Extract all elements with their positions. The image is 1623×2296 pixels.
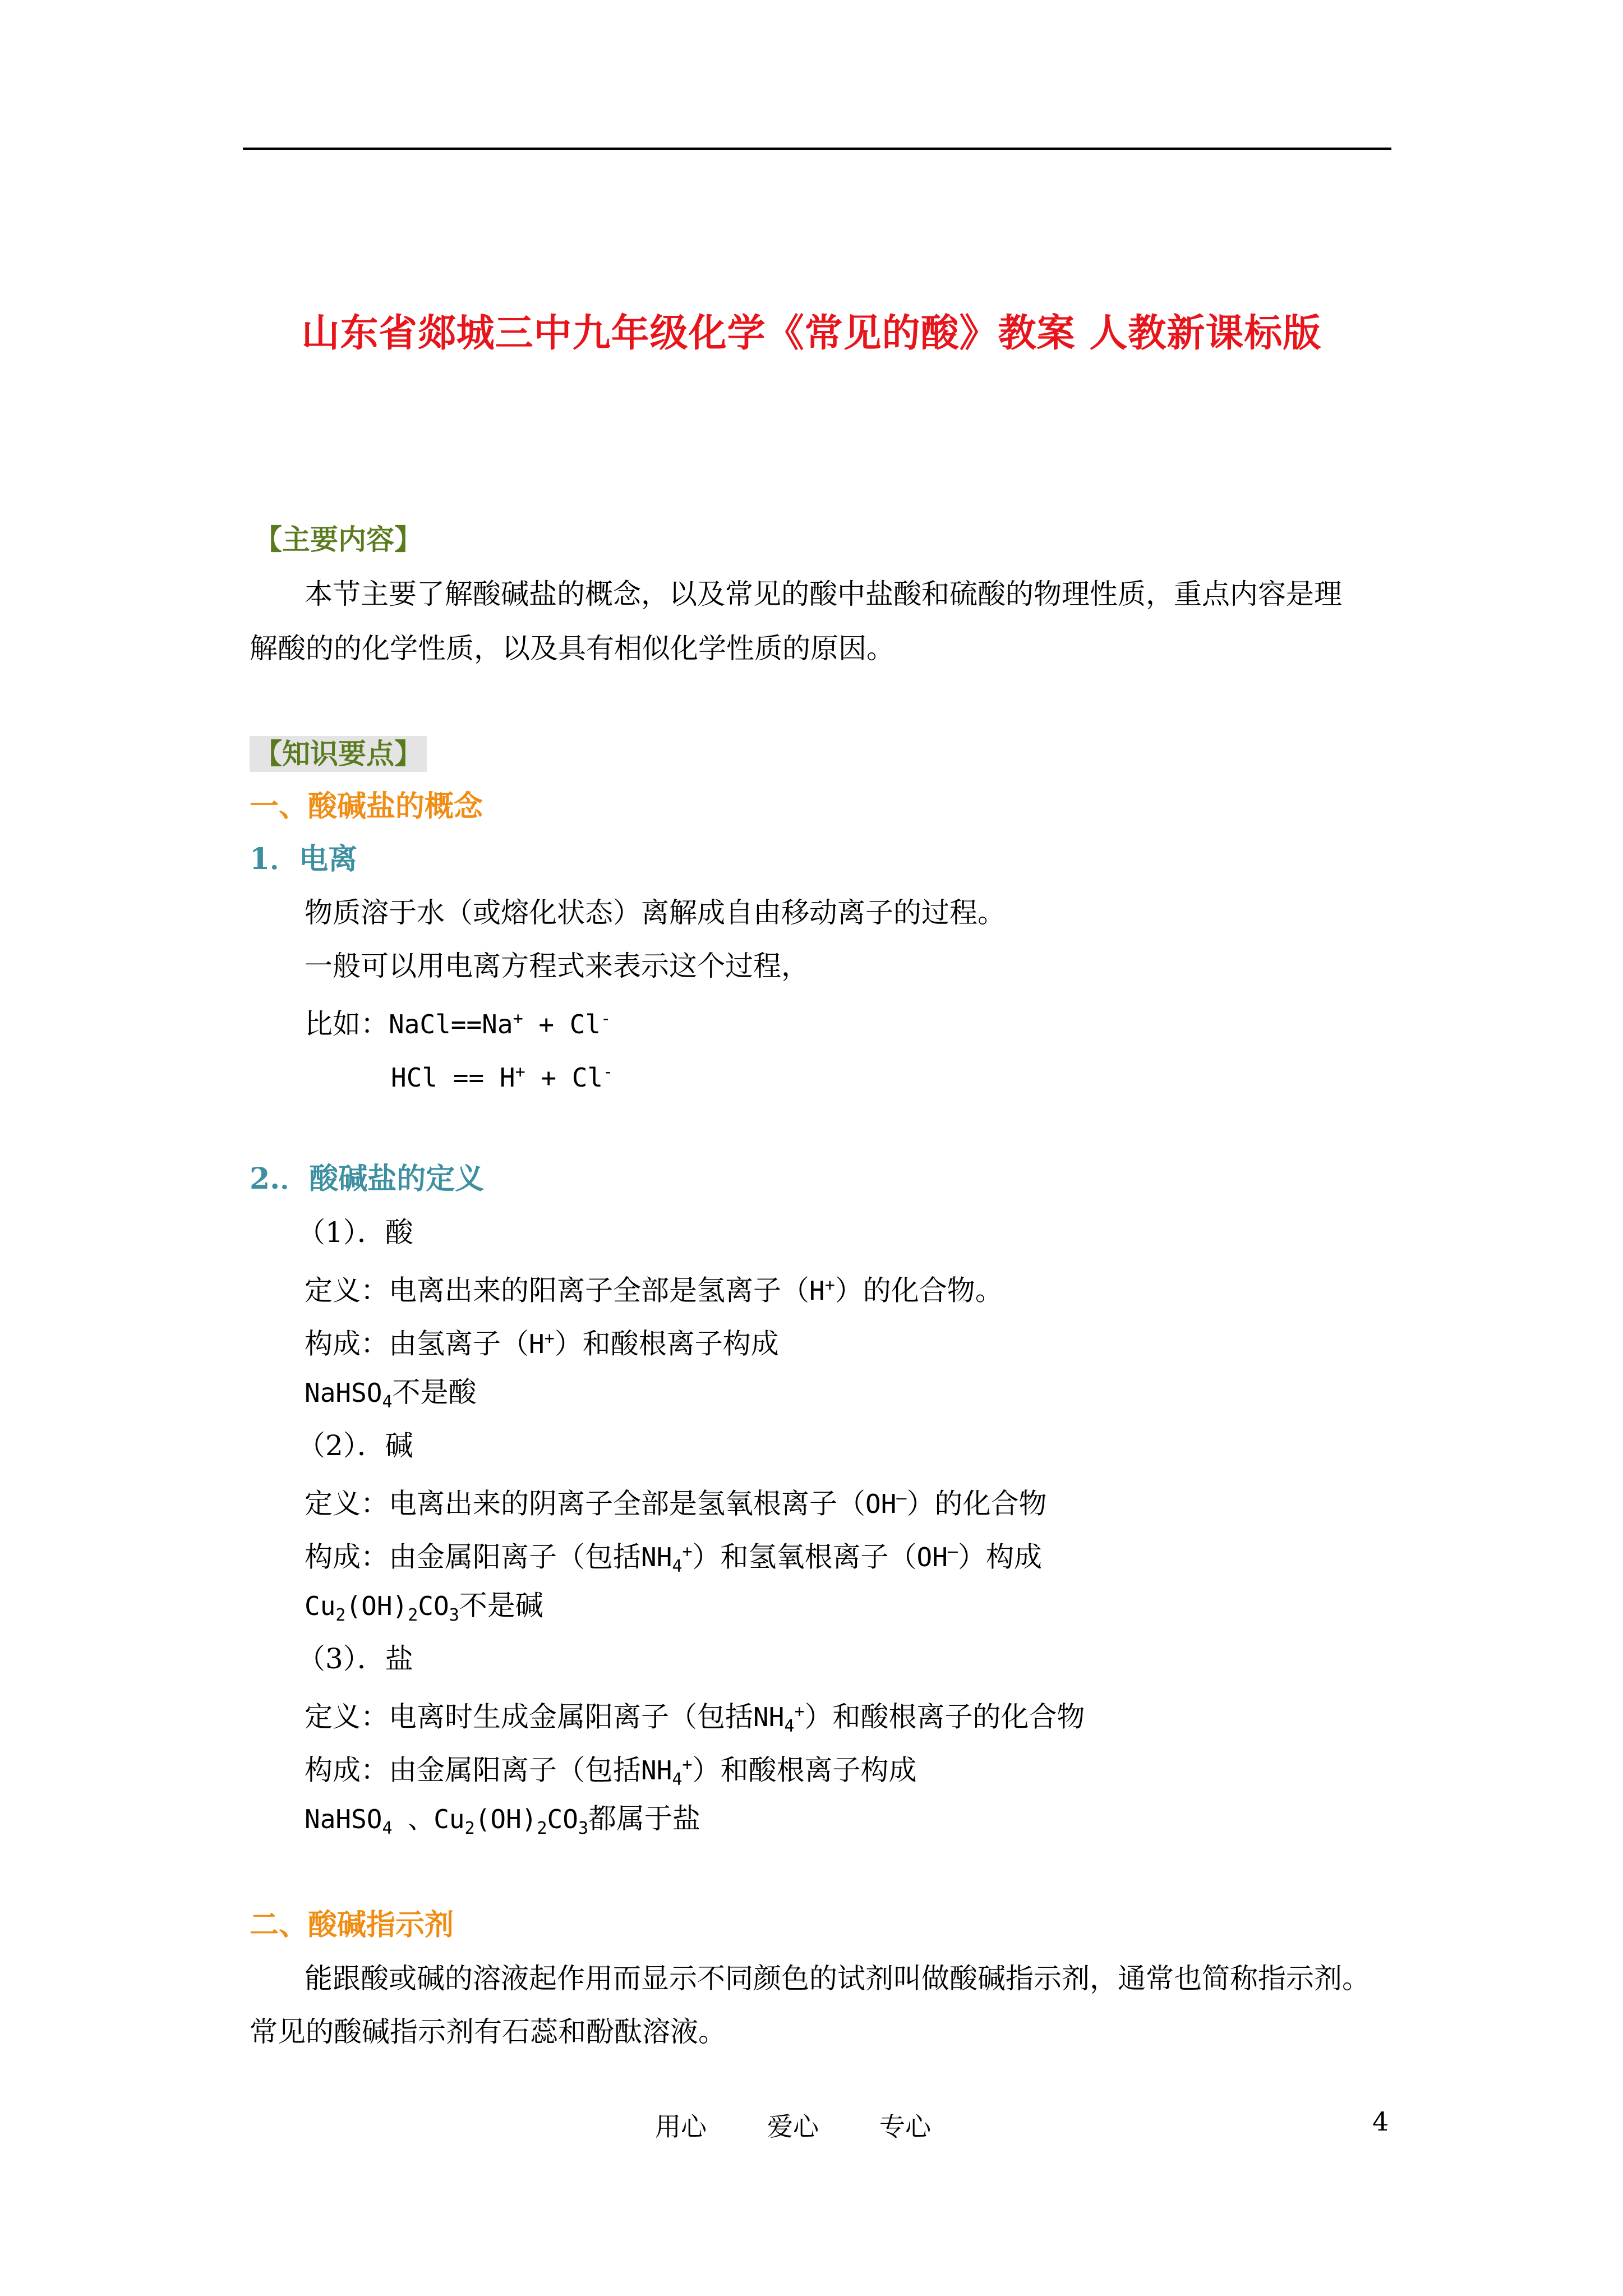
subheading-definitions: 2.．酸碱盐的定义 — [250, 1162, 485, 1196]
document-title: 山东省郯城三中九年级化学《常见的酸》教案 人教新课标版 — [301, 311, 1322, 356]
acid-note: NaHSO$_4$不是酸 — [305, 1376, 477, 1412]
footer-motto-2: 爱心 — [767, 2111, 819, 2142]
header-rule — [243, 148, 1391, 150]
section-tag-key-points: 【知识要点】 — [250, 736, 427, 772]
paragraph-line: 本节主要了解酸碱盐的概念，以及常见的酸中盐酸和硫酸的物理性质，重点内容是理 — [305, 578, 1342, 610]
acid-definition: 定义：电离出来的阳离子全部是氢离子（H+）的化合物。 — [305, 1274, 1003, 1307]
subheading-ionization: 1．电离 — [250, 842, 358, 876]
base-composition: 构成：由金属阳离子（包括$NH_4^+$）和氢氧根离子（OH—）构成 — [305, 1540, 1042, 1577]
salt-composition: 构成：由金属阳离子（包括$NH_4^+$）和酸根离子构成 — [305, 1754, 917, 1790]
base-definition: 定义：电离出来的阴离子全部是氢氧根离子（OH—）的化合物 — [305, 1487, 1047, 1520]
equation-hcl: HCl == H+ + Cl- — [391, 1062, 614, 1093]
footer-motto-1: 用心 — [655, 2111, 707, 2142]
item-base-label: （2）．碱 — [297, 1429, 413, 1462]
paragraph-line: 能跟酸或碱的溶液起作用而显示不同颜色的试剂叫做酸碱指示剂，通常也简称指示剂。 — [305, 1962, 1370, 1995]
section-tag-main-content: 【主要内容】 — [254, 523, 422, 556]
paragraph-line: 一般可以用电离方程式来表示这个过程， — [305, 950, 809, 982]
footer-motto-3: 专心 — [879, 2111, 931, 2142]
salt-note: NaHSO$_4$ 、$Cu_2(OH)_2CO_3$都属于盐 — [305, 1802, 700, 1839]
page-number: 4 — [1372, 2106, 1389, 2137]
paragraph-line: 解酸的的化学性质，以及具有相似化学性质的原因。 — [250, 632, 895, 665]
heading-acid-base-salt-concept: 一、酸碱盐的概念 — [250, 789, 483, 823]
salt-definition: 定义：电离时生成金属阳离子（包括$NH_4^+$）和酸根离子的化合物 — [305, 1700, 1085, 1737]
base-note: $Cu_2(OH)_2CO_3$不是碱 — [305, 1589, 543, 1626]
item-acid-label: （1）．酸 — [297, 1216, 413, 1249]
acid-composition: 构成：由氢离子（H+）和酸根离子构成 — [305, 1327, 779, 1360]
heading-indicators: 二、酸碱指示剂 — [250, 1908, 454, 1942]
paragraph-line: 常见的酸碱指示剂有石蕊和酚酞溶液。 — [250, 2016, 726, 2048]
equation-nacl: 比如：NaCl==Na+ + Cl- — [305, 1007, 611, 1041]
paragraph-line: 物质溶于水（或熔化状态）离解成自由移动离子的过程。 — [305, 896, 1006, 929]
item-salt-label: （3）．盐 — [297, 1642, 413, 1675]
